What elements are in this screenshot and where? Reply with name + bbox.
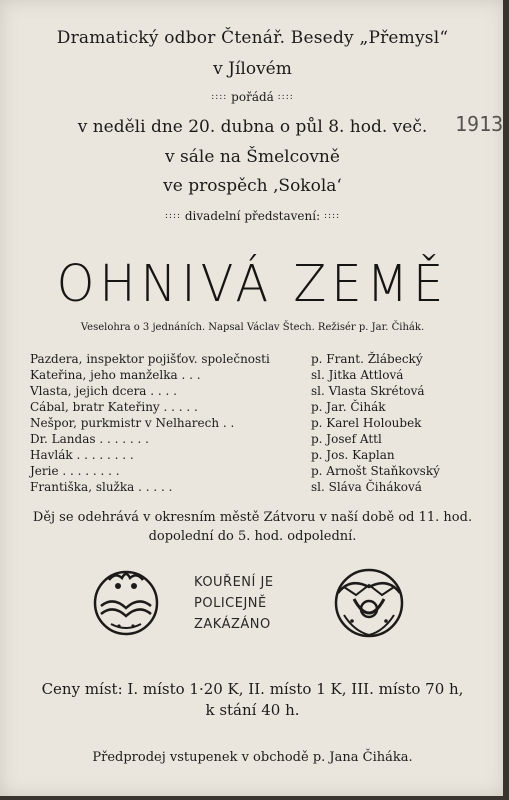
cast-actor: p. Jar. Čihák xyxy=(311,400,386,414)
cast-actor: sl. Vlasta Skrétová xyxy=(311,384,425,398)
cast-role: Havlák . . . . . . . . xyxy=(30,448,134,462)
date-line: v neděli dne 20. dubna o půl 8. hod. več. xyxy=(77,117,428,137)
knot-emblem-icon xyxy=(330,565,408,641)
cast-actor: p. Frant. Žlábecký xyxy=(311,352,423,366)
town-line: v Jílovém xyxy=(213,59,292,79)
presents-text: pořádá xyxy=(231,90,274,104)
smoking-notice-line1: KOUŘENÍ JE xyxy=(194,575,274,590)
presents-line xyxy=(0,90,505,104)
ornament-dots-left: :::: xyxy=(164,211,182,221)
performance-line xyxy=(0,209,505,223)
background-edge xyxy=(503,0,509,800)
face-emblem-icon xyxy=(89,566,163,638)
benefit-line: ve prospěch ‚Sokola‘ xyxy=(163,176,342,196)
smoking-notice-line2: POLICEJNĚ xyxy=(194,596,267,611)
presale-line: Předprodej vstupenek v obchodě p. Jana Čiháka. xyxy=(92,750,413,765)
cast-role: Cábal, bratr Kateřiny . . . . . xyxy=(30,400,198,414)
handwritten-year: 1913 xyxy=(455,112,504,136)
cast-actor: sl. Jitka Attlová xyxy=(311,368,404,382)
plot-note-line1: Děj se odehrává v okresním městě Zátvoru v naší době od 11. hod. xyxy=(32,510,473,525)
ornament-dots-left: :::: xyxy=(211,92,228,102)
prices-line2: k stání 40 h. xyxy=(205,701,300,719)
cast-actor: p. Josef Attl xyxy=(311,432,382,446)
cast-role: Pazdera, inspektor pojišťov. společnosti xyxy=(30,352,270,366)
ornament-dots-right: :::: xyxy=(323,211,341,221)
cast-role: Dr. Landas . . . . . . . xyxy=(30,432,149,446)
ornament-dots-right: :::: xyxy=(277,92,294,102)
cast-role: Vlasta, jejich dcera . . . . xyxy=(30,384,177,398)
smoking-notice-line3: ZAKÁZÁNO xyxy=(194,617,271,632)
cast-actor: sl. Sláva Čiháková xyxy=(311,480,422,494)
cast-actor: p. Karel Holoubek xyxy=(311,416,422,430)
play-title: OHNIVÁ ZEMĚ xyxy=(56,254,449,314)
cast-role: Kateřina, jeho manželka . . . xyxy=(30,368,201,382)
cast-role: Jerie . . . . . . . . xyxy=(30,464,120,478)
plot-note-line2: dopolední do 5. hod. odpolední. xyxy=(148,529,357,544)
prices-line1: Ceny míst: I. místo 1·20 K, II. místo 1 K, III. místo 70 h, xyxy=(41,680,464,698)
performance-text: divadelní představení: xyxy=(184,209,321,223)
background-edge xyxy=(0,796,509,800)
cast-actor: p. Arnošt Staňkovský xyxy=(311,464,440,478)
play-subtitle: Veselohra o 3 jednáních. Napsal Václav Štech. Režisér p. Jar. Čihák. xyxy=(80,322,425,333)
venue-line: v sále na Šmelcovně xyxy=(165,147,340,167)
cast-actor: p. Jos. Kaplan xyxy=(311,448,395,462)
cast-role: Nešpor, purkmistr v Nelharech . . xyxy=(30,416,235,430)
organizer-line: Dramatický odbor Čtenář. Besedy „Přemysl“ xyxy=(56,28,449,48)
cast-role: Františka, služka . . . . . xyxy=(30,480,173,494)
